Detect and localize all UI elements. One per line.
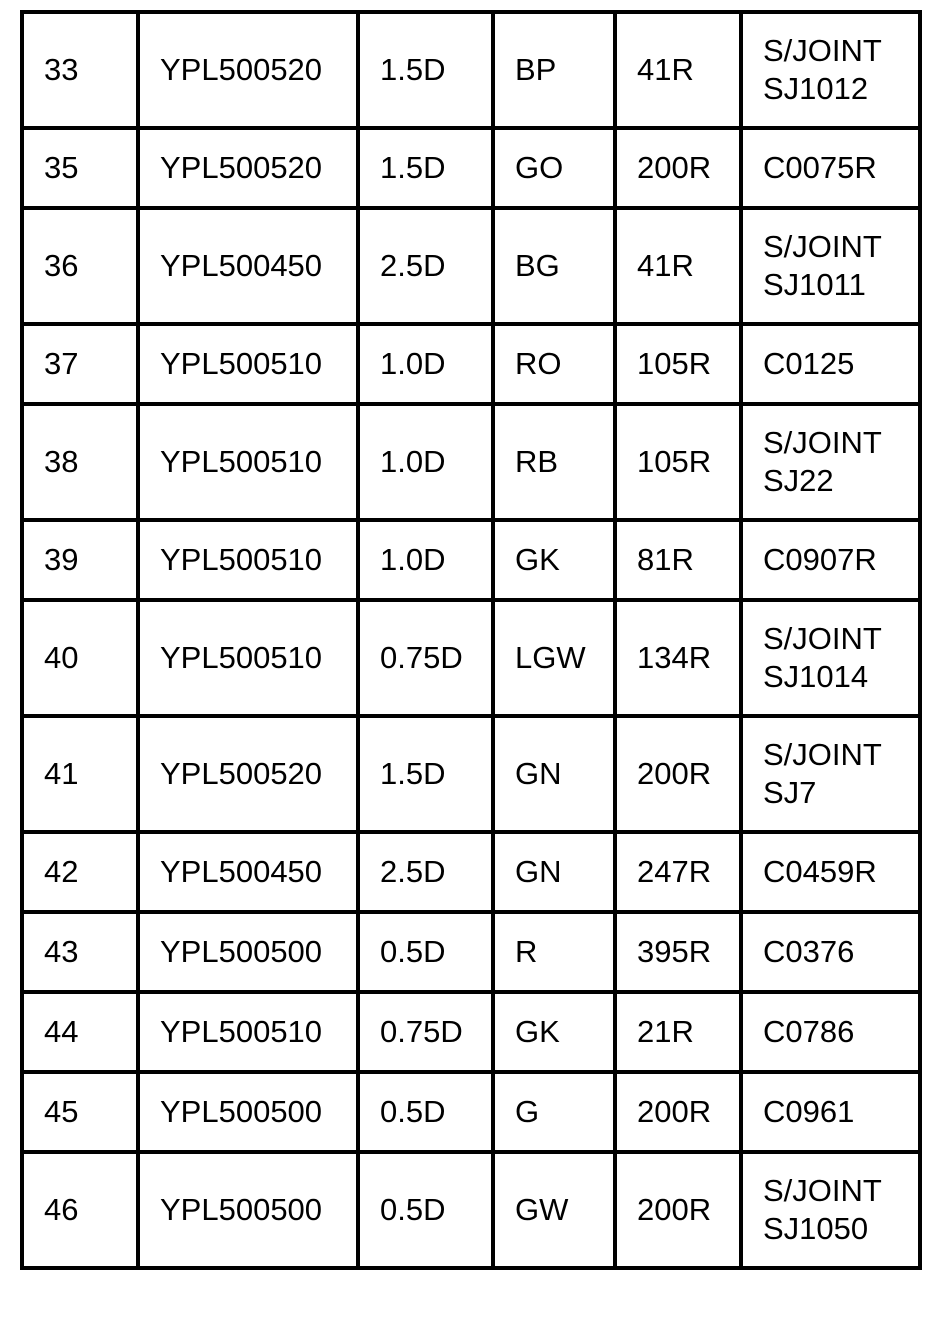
connection-cell <box>741 1072 920 1152</box>
table-row <box>22 600 920 716</box>
wire-number-cell: 43 <box>22 912 138 992</box>
wire-color-cell: GK <box>493 992 615 1072</box>
part-number-cell: YPL500450 <box>138 832 358 912</box>
table-row <box>22 832 920 912</box>
connection-line-1: C0907R <box>763 542 877 577</box>
connection-line-2: SJ1014 <box>763 659 869 694</box>
wire-length-cell: 395R <box>615 912 741 992</box>
connection-line-2: SJ1050 <box>763 1211 869 1246</box>
wire-size-cell: 1.5D <box>358 12 493 128</box>
wire-size-cell: 0.5D <box>358 912 493 992</box>
wire-number-cell: 39 <box>22 520 138 600</box>
table-row <box>22 324 920 404</box>
wire-length-cell: 105R <box>615 404 741 520</box>
wire-number-cell: 41 <box>22 716 138 832</box>
wire-length-cell: 41R <box>615 208 741 324</box>
wire-color-cell: GK <box>493 520 615 600</box>
connection-cell <box>741 600 920 716</box>
table-row <box>22 404 920 520</box>
wire-length-cell: 200R <box>615 128 741 208</box>
part-number-cell: YPL500520 <box>138 128 358 208</box>
table-row <box>22 1152 920 1268</box>
connection-cell <box>741 992 920 1072</box>
wire-table-body <box>22 12 920 1268</box>
wire-length-cell: 247R <box>615 832 741 912</box>
wire-length-cell: 21R <box>615 992 741 1072</box>
wire-size-cell: 0.75D <box>358 992 493 1072</box>
connection-cell <box>741 128 920 208</box>
wire-size-cell: 1.0D <box>358 404 493 520</box>
table-row <box>22 12 920 128</box>
wire-color-cell: RB <box>493 404 615 520</box>
connection-line-2: SJ1012 <box>763 71 869 106</box>
part-number-cell: YPL500510 <box>138 404 358 520</box>
wire-color-cell: GO <box>493 128 615 208</box>
connection-cell <box>741 912 920 992</box>
wire-length-cell: 200R <box>615 1152 741 1268</box>
connection-cell <box>741 716 920 832</box>
connection-cell <box>741 832 920 912</box>
wire-size-cell: 2.5D <box>358 208 493 324</box>
wire-size-cell: 1.0D <box>358 324 493 404</box>
connection-line-1: C0125 <box>763 346 855 381</box>
connection-line-1: C0459R <box>763 854 877 889</box>
connection-line-1: S/JOINT <box>763 737 882 772</box>
part-number-cell: YPL500500 <box>138 1072 358 1152</box>
part-number-cell: YPL500510 <box>138 520 358 600</box>
connection-line-1: C0376 <box>763 934 855 969</box>
wire-color-cell: RO <box>493 324 615 404</box>
part-number-cell: YPL500520 <box>138 716 358 832</box>
connection-line-1: C0961 <box>763 1094 855 1129</box>
connection-line-1: C0786 <box>763 1014 855 1049</box>
connection-cell <box>741 208 920 324</box>
wire-length-cell: 81R <box>615 520 741 600</box>
wire-length-cell: 134R <box>615 600 741 716</box>
wire-number-cell: 40 <box>22 600 138 716</box>
wire-number-cell: 36 <box>22 208 138 324</box>
wire-number-cell: 45 <box>22 1072 138 1152</box>
wire-color-cell: GN <box>493 832 615 912</box>
wire-length-cell: 200R <box>615 716 741 832</box>
part-number-cell: YPL500510 <box>138 992 358 1072</box>
wire-size-cell: 1.5D <box>358 716 493 832</box>
wire-size-cell: 1.0D <box>358 520 493 600</box>
part-number-cell: YPL500450 <box>138 208 358 324</box>
wire-number-cell: 46 <box>22 1152 138 1268</box>
connection-line-1: S/JOINT <box>763 621 882 656</box>
connection-cell <box>741 404 920 520</box>
wire-size-cell: 2.5D <box>358 832 493 912</box>
connection-cell <box>741 520 920 600</box>
wire-size-cell: 0.5D <box>358 1152 493 1268</box>
connection-line-1: S/JOINT <box>763 33 882 68</box>
table-row <box>22 128 920 208</box>
connection-line-1: S/JOINT <box>763 425 882 460</box>
connection-cell <box>741 324 920 404</box>
wire-color-cell: GN <box>493 716 615 832</box>
wire-number-cell: 33 <box>22 12 138 128</box>
wire-color-cell: BG <box>493 208 615 324</box>
connection-line-1: C0075R <box>763 150 877 185</box>
table-row <box>22 716 920 832</box>
wire-length-cell: 41R <box>615 12 741 128</box>
part-number-cell: YPL500500 <box>138 1152 358 1268</box>
wire-size-cell: 1.5D <box>358 128 493 208</box>
table-row <box>22 1072 920 1152</box>
table-row <box>22 912 920 992</box>
wire-color-cell: R <box>493 912 615 992</box>
connection-cell <box>741 1152 920 1268</box>
wire-color-cell: BP <box>493 12 615 128</box>
connection-line-2: SJ22 <box>763 463 834 498</box>
table-row <box>22 992 920 1072</box>
part-number-cell: YPL500520 <box>138 12 358 128</box>
wire-size-cell: 0.75D <box>358 600 493 716</box>
wire-color-cell: LGW <box>493 600 615 716</box>
wire-length-cell: 200R <box>615 1072 741 1152</box>
wire-number-cell: 38 <box>22 404 138 520</box>
wire-number-cell: 42 <box>22 832 138 912</box>
part-number-cell: YPL500500 <box>138 912 358 992</box>
connection-cell <box>741 12 920 128</box>
wire-size-cell: 0.5D <box>358 1072 493 1152</box>
wire-length-cell: 105R <box>615 324 741 404</box>
connection-line-1: S/JOINT <box>763 1173 882 1208</box>
wire-color-cell: GW <box>493 1152 615 1268</box>
wire-table <box>20 10 922 1270</box>
part-number-cell: YPL500510 <box>138 324 358 404</box>
wire-number-cell: 44 <box>22 992 138 1072</box>
wire-number-cell: 35 <box>22 128 138 208</box>
table-row <box>22 520 920 600</box>
connection-line-1: S/JOINT <box>763 229 882 264</box>
connection-line-2: SJ7 <box>763 775 817 810</box>
part-number-cell: YPL500510 <box>138 600 358 716</box>
wire-number-cell: 37 <box>22 324 138 404</box>
connection-line-2: SJ1011 <box>763 267 866 302</box>
wire-color-cell: G <box>493 1072 615 1152</box>
table-row <box>22 208 920 324</box>
